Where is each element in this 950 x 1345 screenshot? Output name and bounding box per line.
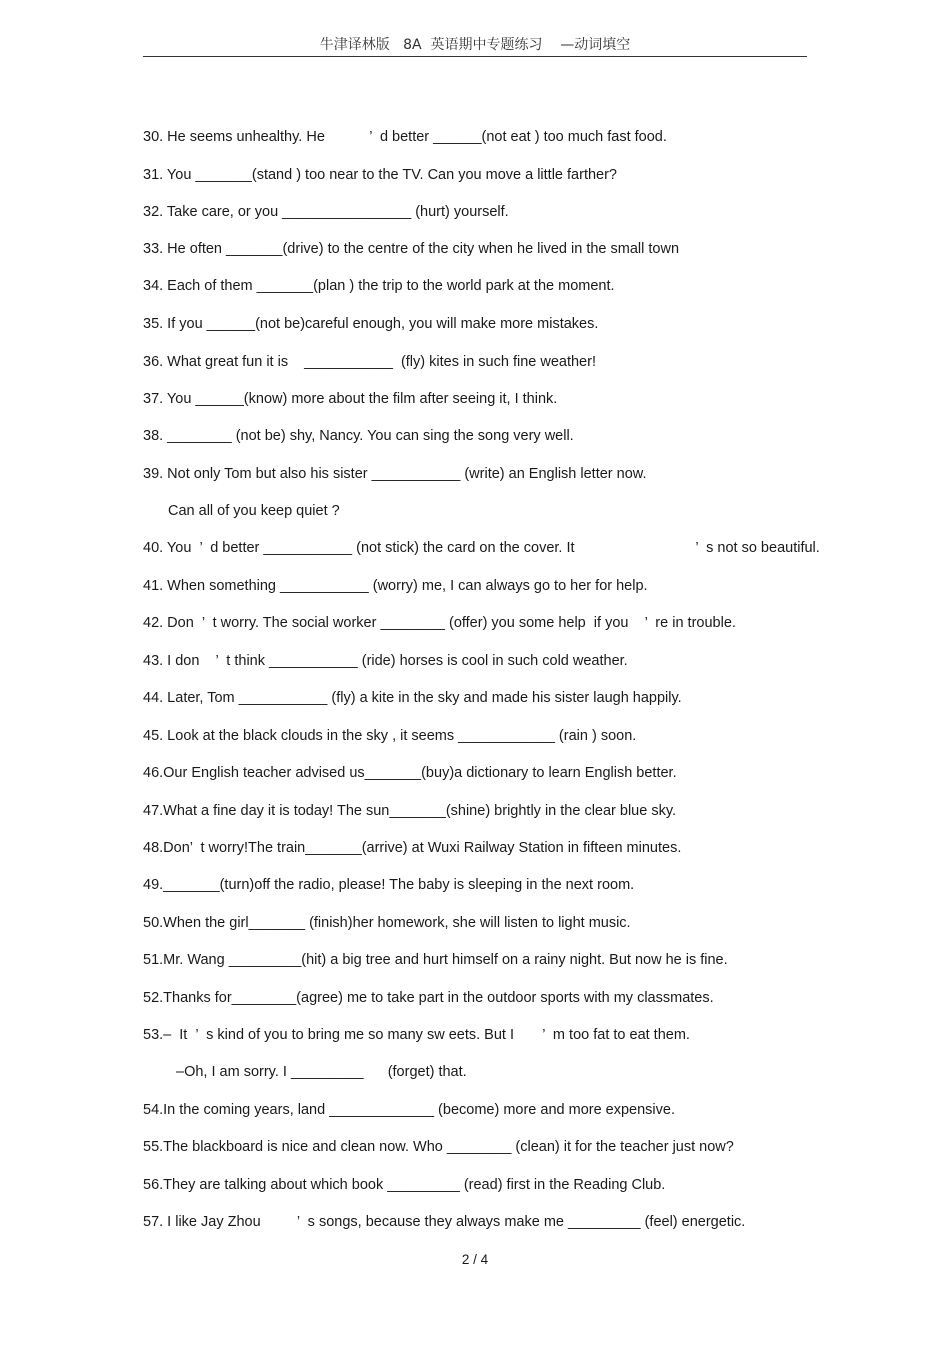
question-36: 36. What great fun it is ___________ (fly) kites in such fine weather! (143, 354, 596, 370)
question-34: 34. Each of them _______(plan ) the trip to the world park at the moment. (143, 278, 615, 294)
question-42: 42. Don ’ t worry. The social worker ________ (offer) you some help if you ’ re in trouble. (143, 615, 736, 631)
question-39: 39. Not only Tom but also his sister ___________ (write) an English letter now. (143, 466, 647, 482)
question-37: 37. You ______(know) more about the film after seeing it, I think. (143, 391, 558, 407)
question-46: 46.Our English teacher advised us_______(buy)a dictionary to learn English better. (143, 765, 677, 781)
question-41: 41. When something ___________ (worry) me, I can always go to her for help. (143, 578, 648, 594)
question-50: 50.When the girl_______ (finish)her homework, she will listen to light music. (143, 915, 631, 931)
question-56: 56.They are talking about which book _________ (read) first in the Reading Club. (143, 1177, 666, 1193)
question-47: 47.What a fine day it is today! The sun_______(shine) brightly in the clear blue sky. (143, 803, 677, 819)
question-39-continuation: Can all of you keep quiet ? (168, 503, 340, 519)
question-35: 35. If you ______(not be)careful enough, you will make more mistakes. (143, 316, 599, 332)
page-header: 牛津译林版 8A 英语期中专题练习 —动词填空 (319, 37, 631, 53)
page-number: 2 / 4 (461, 1252, 489, 1267)
question-33: 33. He often _______(drive) to the centre of the city when he lived in the small town (143, 241, 680, 257)
question-52: 52.Thanks for________(agree) me to take part in the outdoor sports with my classmates. (143, 990, 714, 1006)
question-51: 51.Mr. Wang _________(hit) a big tree and hurt himself on a rainy night. But now he is fine. (143, 952, 728, 968)
question-54: 54.In the coming years, land _____________ (become) more and more expensive. (143, 1102, 675, 1118)
question-45: 45. Look at the black clouds in the sky , it seems ____________ (rain ) soon. (143, 728, 637, 744)
question-49: 49._______(turn)off the radio, please! The baby is sleeping in the next room. (143, 877, 635, 893)
question-30: 30. He seems unhealthy. He ’ d better ______(not eat ) too much fast food. (143, 129, 667, 145)
question-55: 55.The blackboard is nice and clean now. Who ________ (clean) it for the teacher just now? (143, 1139, 734, 1155)
question-32: 32. Take care, or you ________________ (hurt) yourself. (143, 204, 509, 220)
question-48: 48.Don’ t worry!The train_______(arrive) at Wuxi Railway Station in fifteen minutes. (143, 840, 682, 856)
question-53-response: –Oh, I am sorry. I _________ (forget) that. (176, 1064, 467, 1080)
header-divider (143, 56, 807, 57)
question-57: 57. I like Jay Zhou ’ s songs, because they always make me _________ (feel) energetic. (143, 1214, 746, 1230)
question-31: 31. You _______(stand ) too near to the TV. Can you move a little farther? (143, 167, 617, 183)
question-53: 53.– It ’ s kind of you to bring me so many sw eets. But I ’ m too fat to eat them. (143, 1027, 690, 1043)
question-38: 38. ________ (not be) shy, Nancy. You can sing the song very well. (143, 428, 574, 444)
question-44: 44. Later, Tom ___________ (fly) a kite in the sky and made his sister laugh happily. (143, 690, 682, 706)
question-43: 43. I don ’ t think ___________ (ride) horses is cool in such cold weather. (143, 653, 628, 669)
question-40: 40. You ’ d better ___________ (not stick) the card on the cover. It ’ s not so beautiful. (143, 540, 820, 556)
